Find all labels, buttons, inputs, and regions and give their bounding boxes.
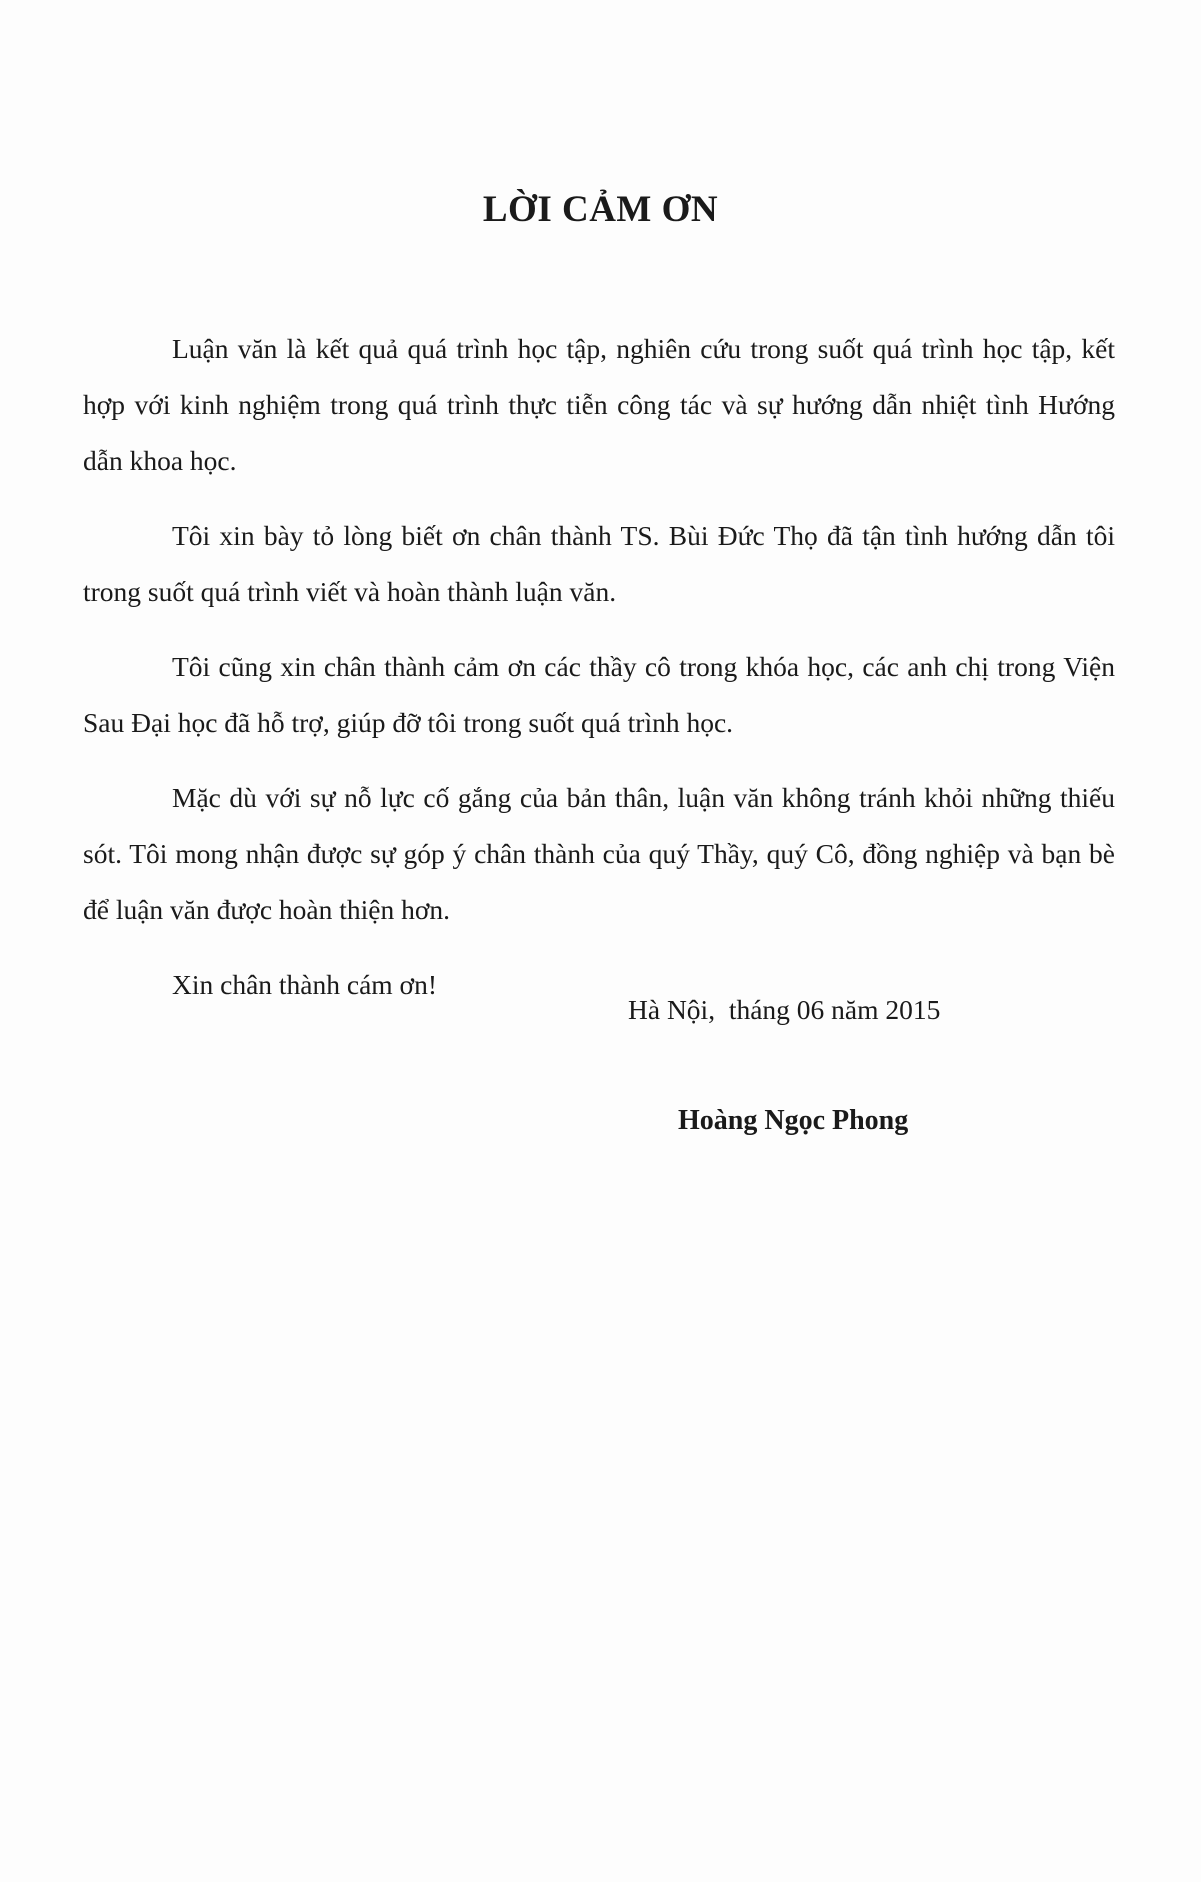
paragraph-2: Tôi xin bày tỏ lòng biết ơn chân thành TS. Bùi Đức Thọ đã tận tình hướng dẫn tôi trong suốt quá trình viết và hoàn thành luận văn. — [83, 520, 1115, 607]
acknowledgement-body — [83, 321, 1115, 1032]
paragraph-1: Luận văn là kết quả quá trình học tập, nghiên cứu trong suốt quá trình học tập, kết hợp với kinh nghiệm trong quá trình thực tiễn công tác và sự hướng dẫn nhiệt tình Hướng dẫn khoa học. — [83, 333, 1115, 476]
place-and-date: Hà Nội, tháng 06 năm 2015 — [628, 994, 941, 1025]
author-name: Hoàng Ngọc Phong — [678, 1105, 909, 1136]
paragraph-4: Mặc dù với sự nỗ lực cố gắng của bản thân, luận văn không tránh khỏi những thiếu sót. Tôi mong nhận được sự góp ý chân thành của quý Thầy, quý Cô, đồng nghiệp và bạn bè để luận văn được hoàn thiện hơn. — [83, 782, 1115, 925]
paragraph-5: Xin chân thành cám ơn! — [172, 969, 438, 1000]
page-title: LỜI CẢM ƠN — [482, 189, 719, 230]
paragraph-3: Tôi cũng xin chân thành cảm ơn các thầy cô trong khóa học, các anh chị trong Viện Sau Đại học đã hỗ trợ, giúp đỡ tôi trong suốt quá trình học. — [83, 651, 1115, 738]
